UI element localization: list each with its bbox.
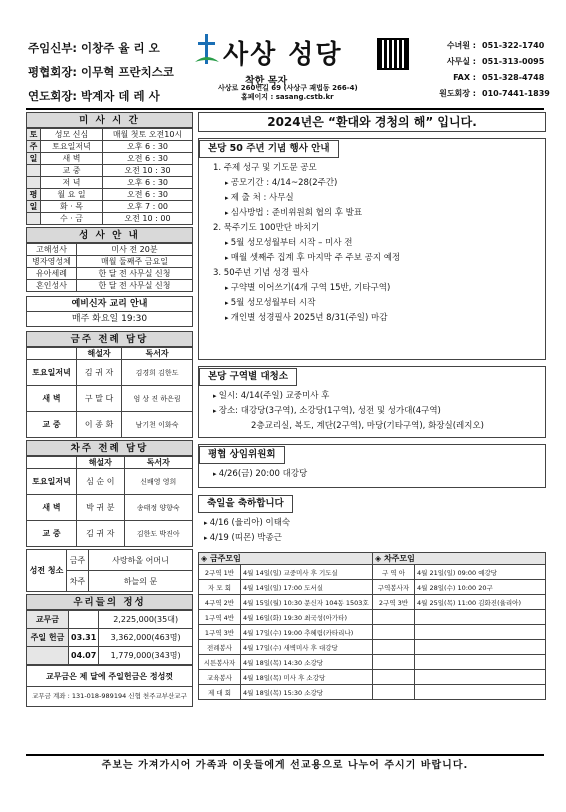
- table-cell: 사랑하올 어머니: [89, 550, 193, 571]
- table-cell: 오후 7 : 00: [103, 201, 193, 213]
- sacrament-table: [26, 243, 193, 292]
- table-cell: 유아세례: [27, 268, 77, 280]
- cleaning-zone-title: 본당 구역별 대청소: [199, 368, 297, 386]
- table-cell: 오전 10 : 30: [103, 165, 193, 177]
- table-cell: 오전 6 : 30: [103, 189, 193, 201]
- left-column: [26, 112, 193, 707]
- table-cell: [27, 348, 77, 360]
- table-cell: 오전 10 : 00: [103, 213, 193, 225]
- table-cell: 4월 16일(화) 19:30 최국성(아가타): [241, 610, 373, 625]
- contact-item: 원도회장 : 010-7441-1839: [439, 89, 550, 98]
- table-row: [27, 611, 193, 629]
- table-cell: 새 벽: [41, 153, 103, 165]
- table-row: [27, 386, 193, 412]
- table-cell: 04.07: [69, 647, 99, 665]
- table-cell: [415, 685, 546, 700]
- table-row: [199, 610, 546, 625]
- clergy-list: [28, 36, 174, 108]
- anniversary-line: ▸ 심사방법 : 준비위원회 협의 후 발표: [205, 206, 539, 221]
- duty-next-table: [26, 456, 193, 547]
- table-cell: [415, 610, 546, 625]
- table-cell: 2구역 3반: [373, 595, 415, 610]
- table-row: [27, 495, 193, 521]
- church-name: 사상 성당: [223, 40, 343, 70]
- this-week-title: ◈ 금주모임: [199, 553, 373, 565]
- qr-code-icon[interactable]: [377, 38, 409, 70]
- anniversary-line: 2. 묵주기도 100만단 바치기: [213, 223, 320, 233]
- table-cell: [27, 177, 41, 189]
- table-cell: 미사 전 20분: [77, 244, 193, 256]
- anniversary-line: ▸ 5월 성모성월부터 시작 – 미사 전: [205, 236, 539, 251]
- table-cell: 저 녁: [41, 177, 103, 189]
- table-cell: 03.31: [69, 629, 99, 647]
- table-cell: 금주: [67, 550, 89, 571]
- table-cell: [27, 165, 41, 177]
- table-row: [27, 141, 193, 153]
- table-cell: 교 중: [41, 165, 103, 177]
- catechumen-time: 매주 화요일 19:30: [26, 312, 193, 327]
- anniversary-line: ▸ 개인별 성경필사 2025년 8/31(주일) 마감: [205, 311, 539, 326]
- table-cell: 수 · 금: [41, 213, 103, 225]
- table-cell: 1,779,000(343명): [99, 647, 193, 665]
- cleaning-zone-line: ▸ 일시: 4/14(주일) 교중미사 후: [205, 389, 539, 404]
- table-cell: 4월 17일(수) 19:00 추혜림(카타리나): [241, 625, 373, 640]
- table-row: [199, 580, 546, 595]
- table-cell: 매월 첫토 오전10시: [103, 129, 193, 141]
- anniversary-line: ▸ 구약별 이어쓰기(4개 구역 15반, 기타구역): [205, 281, 539, 296]
- table-row: [27, 213, 193, 225]
- mass-table: [26, 128, 193, 225]
- table-cell: 박 귀 분: [77, 495, 125, 521]
- catechumen-title: 예비신자 교리 안내: [26, 296, 193, 312]
- clergy-item: 평협회장: 이무혁 프란치스코: [28, 65, 174, 79]
- table-row: [27, 550, 193, 571]
- table-cell: 교 중: [27, 521, 77, 547]
- table-cell: 구 역 아: [373, 565, 415, 580]
- table-cell: 독서자: [122, 348, 193, 360]
- table-row: [27, 348, 193, 360]
- table-cell: [27, 647, 69, 665]
- table-cell: [373, 610, 415, 625]
- table-cell: 1구역 3반: [199, 625, 241, 640]
- table-row: [27, 177, 193, 189]
- table-cell: 하늘의 문: [89, 571, 193, 592]
- table-cell: 송태정 양향숙: [124, 495, 192, 521]
- table-cell: 혼인성사: [27, 280, 77, 292]
- table-cell: 4월 18일(목) 14:30 소강당: [241, 655, 373, 670]
- table-cell: 1구역 4반: [199, 610, 241, 625]
- anniversary-line: 1. 주제 성구 및 기도문 공모: [213, 163, 317, 173]
- motto: 착한 목자: [245, 76, 288, 87]
- header-divider: [26, 108, 544, 110]
- table-row: [27, 469, 193, 495]
- table-row: [27, 256, 193, 268]
- table-row: [27, 457, 193, 469]
- table-cell: 성모 신심: [41, 129, 103, 141]
- table-cell: 일: [27, 153, 41, 165]
- table-cell: [373, 655, 415, 670]
- table-row: [27, 165, 193, 177]
- meetings-table: [198, 552, 546, 700]
- table-row: [27, 412, 193, 438]
- table-cell: [415, 670, 546, 685]
- table-row: [27, 280, 193, 292]
- table-cell: [69, 611, 99, 629]
- anniversary-title: 본당 50 주년 기념 행사 안내: [199, 140, 339, 158]
- cleaning-table: [26, 549, 193, 592]
- anniversary-line: 3. 50주년 기념 성경 필사: [213, 268, 309, 278]
- table-row: [199, 640, 546, 655]
- feast-title: 축일을 축하합니다: [198, 495, 293, 513]
- table-cell: 자 모 회: [199, 580, 241, 595]
- table-cell: 오후 6 : 30: [103, 141, 193, 153]
- table-cell: 구역봉사자: [373, 580, 415, 595]
- table-cell: [415, 640, 546, 655]
- table-cell: 교육봉사: [199, 670, 241, 685]
- contact-item: 사무실 : 051-313-0095: [446, 57, 545, 66]
- duty-main-table: [26, 347, 193, 438]
- council-line: ▸ 4/26(금) 20:00 대강당: [205, 467, 539, 482]
- table-cell: 새 벽: [27, 495, 77, 521]
- table-cell: 토요일저녁: [27, 469, 77, 495]
- council-title: 평협 상임위원회: [199, 446, 285, 464]
- table-row: [199, 685, 546, 700]
- table-cell: 김 귀 자: [77, 521, 125, 547]
- table-cell: [27, 213, 41, 225]
- table-cell: 3,362,000(463명): [99, 629, 193, 647]
- table-cell: 4월 28일(수) 10:00 20구: [415, 580, 546, 595]
- table-row: [27, 244, 193, 256]
- sacrament-title: 성 사 안 내: [26, 227, 193, 243]
- table-row: [27, 647, 193, 665]
- clergy-item: 주임신부: 이창주 율 리 오: [28, 41, 160, 55]
- table-cell: 병자영성체: [27, 256, 77, 268]
- table-cell: 해설자: [77, 457, 125, 469]
- table-row: [27, 629, 193, 647]
- offering-table: [26, 610, 193, 665]
- table-row: [199, 595, 546, 610]
- table-cell: 월 요 일: [41, 189, 103, 201]
- table-cell: 2,225,000(35대): [99, 611, 193, 629]
- table-cell: 평: [27, 189, 41, 201]
- feast-box: [198, 494, 546, 550]
- table-cell: 심 순 이: [77, 469, 125, 495]
- table-cell: 토: [27, 129, 41, 141]
- mass-title: 미 사 시 간: [26, 112, 193, 128]
- table-row: [199, 655, 546, 670]
- table-cell: 김한도 박진아: [124, 521, 192, 547]
- account-info: 교무금 계좌 : 131-018-989194 신협 천주교부산교구: [26, 687, 193, 707]
- clergy-item: 연도회장: 박계자 데 레 사: [28, 89, 160, 103]
- table-cell: 구 말 다: [77, 386, 122, 412]
- table-cell: 2구역 1반: [199, 565, 241, 580]
- offering-note: 교무금은 제 달에 주일헌금은 정성껏: [26, 665, 193, 687]
- cleaning-title: 성전 청소: [27, 550, 67, 592]
- table-row: [199, 565, 546, 580]
- table-cell: 남기천 이화숙: [122, 412, 193, 438]
- table-cell: 일: [27, 201, 41, 213]
- table-cell: 화 · 목: [41, 201, 103, 213]
- cleaning-zone-line: ▸ 장소: 대강당(3구역), 소강당(1구역), 성전 및 성가대(4구역): [205, 404, 539, 419]
- table-row: [27, 201, 193, 213]
- anniversary-line: ▸ 공모기간 : 4/14~28(2주간): [205, 176, 539, 191]
- dove-cross-icon: [193, 32, 221, 72]
- table-cell: 이 종 화: [77, 412, 122, 438]
- year-banner: 2024년은 “환대와 경청의 해” 입니다.: [198, 112, 546, 132]
- next-week-title: ◈ 차주모임: [373, 553, 546, 565]
- table-cell: [415, 655, 546, 670]
- church-logo: [193, 30, 375, 100]
- cleaning-zone-line: 2층교리실, 복도, 계단(2구역), 마당(기타구역), 화장실(레지오): [251, 421, 484, 431]
- table-row: [27, 521, 193, 547]
- table-cell: 교무금: [27, 611, 69, 629]
- table-cell: 주: [27, 141, 41, 153]
- table-cell: 4월 17일(수) 새벽미사 후 대강당: [241, 640, 373, 655]
- table-cell: 4구역 2반: [199, 595, 241, 610]
- table-cell: 주일 헌금: [27, 629, 69, 647]
- address: 사상로 260번길 69 (사상구 괘법동 266-4): [218, 84, 358, 92]
- cleaning-zone-box: [198, 366, 546, 438]
- table-cell: 4월 18일(목) 15:30 소강당: [241, 685, 373, 700]
- table-cell: 차주: [67, 571, 89, 592]
- table-row: [27, 360, 193, 386]
- duty-main-title: 금주 전례 담당: [26, 331, 193, 347]
- table-cell: [373, 685, 415, 700]
- contact-list: [426, 38, 550, 102]
- right-column: [198, 112, 546, 700]
- table-cell: 교 중: [27, 412, 77, 438]
- table-cell: 제 대 회: [199, 685, 241, 700]
- table-cell: 토요일저녁: [41, 141, 103, 153]
- table-cell: 시튼봉사자: [199, 655, 241, 670]
- table-cell: 김경희 김한도: [122, 360, 193, 386]
- anniversary-line: ▸ 제 출 처 : 사무실: [205, 191, 539, 206]
- table-cell: [415, 625, 546, 640]
- footer-notice: 주보는 가져가시어 가족과 이웃들에게 선교용으로 나누어 주시기 바랍니다.: [26, 754, 544, 772]
- table-cell: 4월 21일(일) 09:00 예강당: [415, 565, 546, 580]
- table-row: [199, 625, 546, 640]
- table-cell: 4월 14일(일) 교중미사 후 기도실: [241, 565, 373, 580]
- table-row: [199, 670, 546, 685]
- table-cell: [27, 457, 77, 469]
- table-cell: 고해성사: [27, 244, 77, 256]
- table-cell: 오전 6 : 30: [103, 153, 193, 165]
- table-cell: 김 귀 자: [77, 360, 122, 386]
- table-cell: [373, 670, 415, 685]
- anniversary-line: ▸ 매월 셋째주 집계 후 마지막 주 주보 공지 예정: [205, 251, 539, 266]
- duty-next-title: 차주 전례 담당: [26, 440, 193, 456]
- anniversary-line: ▸ 5월 성모성월부터 시작: [205, 296, 539, 311]
- table-cell: 한 달 전 사무실 신청: [77, 268, 193, 280]
- table-cell: [373, 625, 415, 640]
- table-cell: 매월 둘째주 금요일: [77, 256, 193, 268]
- table-cell: 전례봉사: [199, 640, 241, 655]
- anniversary-box: [198, 138, 546, 360]
- table-cell: 독서자: [124, 457, 192, 469]
- table-cell: 해설자: [77, 348, 122, 360]
- table-cell: 새 벽: [27, 386, 77, 412]
- offering-title: 우리들의 정성: [26, 594, 193, 610]
- feast-line: ▸ 4/16 (율리아) 이태숙: [204, 516, 540, 531]
- contact-item: 수녀원 : 051-322-1740: [446, 41, 545, 50]
- council-box: [198, 444, 546, 488]
- table-row: [27, 268, 193, 280]
- table-row: [27, 189, 193, 201]
- table-cell: 4월 18일(목) 미사 후 소강당: [241, 670, 373, 685]
- homepage[interactable]: 홈페이지 : sasang.cstb.kr: [241, 93, 334, 101]
- table-row: [27, 129, 193, 141]
- table-cell: 4월 15일(월) 10:30 문신자 104동 1503호: [241, 595, 373, 610]
- table-cell: [373, 640, 415, 655]
- table-cell: 토요일저녁: [27, 360, 77, 386]
- table-row: [27, 153, 193, 165]
- feast-line: ▸ 4/19 (띠몬) 박종근: [204, 531, 540, 546]
- table-cell: 한 달 전 사무실 신청: [77, 280, 193, 292]
- table-cell: 4월 25일(목) 11:00 김화진(율리아): [415, 595, 546, 610]
- table-cell: 오후 6 : 30: [103, 177, 193, 189]
- contact-item: FAX : 051-328-4748: [453, 73, 545, 82]
- table-cell: 4월 14일(일) 17:00 도서실: [241, 580, 373, 595]
- table-cell: 신배영 영희: [124, 469, 192, 495]
- table-cell: 엄 상 진 하은림: [122, 386, 193, 412]
